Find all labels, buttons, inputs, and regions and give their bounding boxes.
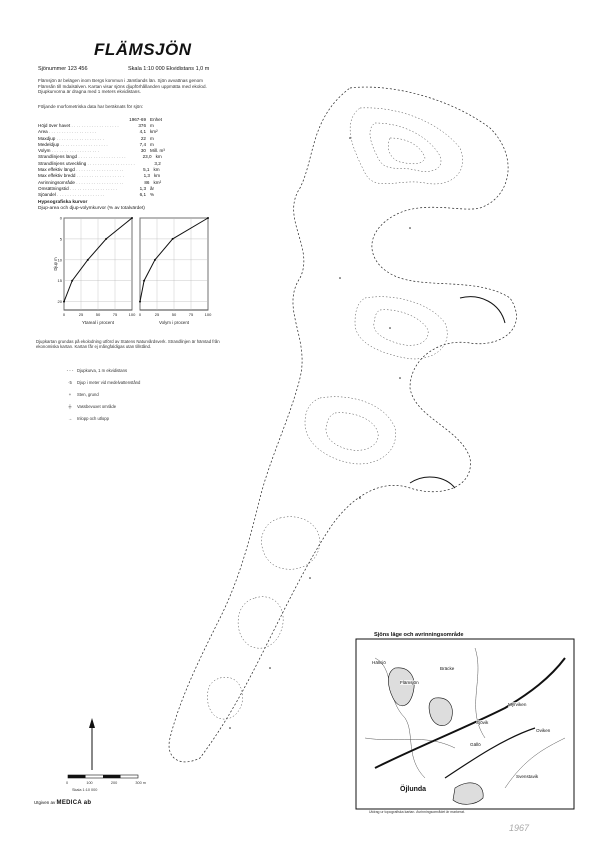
table-cell-value: 86 (144, 179, 150, 185)
table-cell-unit: m (150, 122, 154, 128)
table-cell-value: 7,4 (139, 141, 146, 147)
y-tick-label: 10 (57, 257, 62, 263)
data-point (139, 301, 141, 303)
description-text: Flämsjön är belägen inom Bergs kommun i Jämtlands län. Sjön avvattnas genom Flämsån till Indalsälven. Kartan visar sjöns djupförhållanden uppmätta med ekolod. Djupkurvorna är dragna med 1 meters ekvidistans. (38, 78, 207, 95)
place-label: Flämsjön (400, 680, 419, 685)
table-cell-value: 4,1 (139, 129, 146, 135)
table-cell-unit: km (155, 154, 162, 160)
table-cell-label: Max effektiv bredd . . . (38, 173, 124, 178)
data-point (154, 259, 156, 261)
x-tick-label: 25 (78, 312, 84, 317)
table-cell-unit: Mill. m³ (150, 148, 165, 154)
legend-item (66, 380, 140, 385)
scale-tick: 0 (66, 781, 69, 785)
legend-item (66, 392, 99, 397)
data-point (131, 217, 133, 219)
table-cell-label: Strandlinjens längd . . . (38, 154, 126, 159)
table-cell-label: Volym . . . (38, 148, 120, 153)
x-tick-label: 0 (138, 312, 142, 317)
table-cell-label: Omsättningstid . . . (38, 186, 120, 191)
legend-text: Vassbevuxet område (77, 404, 117, 409)
contour-line-icon: - - - (66, 368, 74, 373)
table-cell-unit: m (150, 141, 154, 147)
legend-item (66, 404, 116, 409)
y-tick-label: 20 (57, 299, 62, 305)
scale-tick: 200 (110, 781, 118, 785)
table-cell-unit: km² (153, 179, 162, 185)
data-point (105, 238, 107, 240)
depth-area-chart (54, 214, 136, 326)
x-tick-label: 100 (128, 312, 136, 317)
north-arrow-icon (86, 716, 98, 772)
data-point (143, 280, 145, 282)
publisher-name: MEDICA ab (56, 800, 92, 806)
table-cell-label: Höjd över havet . . . (38, 123, 120, 128)
data-point (63, 301, 65, 303)
table-intro: Följande morfometriska data har beräknats för sjön: (38, 104, 144, 109)
x-tick-label: 50 (171, 312, 177, 317)
y-tick-label: 5 (59, 236, 62, 242)
stone-icon: + (68, 392, 72, 397)
table-cell-value: 30 (140, 148, 146, 154)
x-tick-label: 50 (95, 312, 101, 317)
table-cell-label: Avrinningsområde . . . (38, 180, 123, 185)
scale-tick: 300 m (135, 781, 146, 785)
page-mark: 1967 (509, 823, 530, 833)
inset-map (355, 638, 575, 810)
legend-text: Djup i meter vid medelvattenstånd (77, 380, 141, 385)
table-cell-label: Medeldjup . . . (38, 142, 120, 147)
table-cell-value: 6,1 (139, 192, 146, 198)
legend-item (66, 368, 127, 373)
table-cell-unit: km² (150, 129, 158, 135)
map-title: FLÄMSJÖN (94, 40, 192, 59)
table-cell-value: 23,0 (142, 154, 152, 160)
x-tick-label: 0 (62, 312, 66, 317)
table-cell-label: Sjöandel . . . (38, 192, 120, 197)
y-tick-label: 0 (59, 215, 62, 221)
y-tick-label: 15 (57, 278, 62, 284)
place-label: Hällsjö (372, 660, 386, 665)
table-cell-value: 3,2 (154, 160, 161, 166)
depth-point-icon: ·5 (68, 380, 72, 385)
place-label: Öjlunda (400, 786, 427, 793)
place-label: Bräcke (440, 666, 455, 671)
table-cell-value: 1,3 (139, 185, 146, 191)
reed-icon: ╪ (68, 404, 72, 409)
table-cell-unit: km (153, 173, 161, 179)
scale-label: Skala 1:10 000 (72, 788, 98, 792)
table-cell-label: Max effektiv längd . . . (38, 167, 123, 172)
table-cell-unit: år (150, 185, 155, 191)
scale-tick: 100 (86, 781, 93, 785)
table-cell-unit: km (153, 167, 160, 173)
x-axis-label: Ytareal i procent (82, 320, 114, 325)
x-tick-label: 75 (112, 312, 118, 317)
survey-info: Skala 1:10 000 Ekvidistans 1,0 m (128, 66, 210, 72)
legend-text: Djupkurva, 1 m ekvidistans (77, 368, 128, 373)
place-label: Sjövik (476, 720, 489, 725)
charts-title: Hypsografiska kurvor (38, 200, 88, 205)
table-cell-value: 1,3 (143, 173, 150, 179)
x-tick-label: 75 (188, 312, 194, 317)
table-header-unit: Enhet (150, 116, 163, 122)
data-point (71, 280, 73, 282)
scale-ticks (66, 781, 146, 785)
inset-caption: Utdrag ur topografiska kartan. Avrinningsområdet är markerat. (369, 810, 466, 814)
table-cell-value: 5,1 (143, 167, 150, 173)
y-axis-label: Djup m (53, 257, 58, 271)
publisher (34, 800, 91, 806)
inset-title: Sjöns läge och avrinningsområde (374, 632, 464, 638)
place-label: Myrviken (508, 702, 527, 707)
table-cell-value: 22 (140, 135, 146, 141)
x-axis-label: Volym i procent (158, 320, 190, 325)
x-tick-label: 100 (204, 312, 212, 317)
place-label: Gällö (470, 742, 481, 747)
legend-item (66, 416, 109, 421)
legend-text: Inlopp och utlopp (77, 416, 109, 421)
inlet-icon: → (67, 416, 73, 421)
footnote: Djupkartan grundas på ekolodning utförd av Statens Naturvårdsverk. Strandlinjen är hämtad från ekonomiska kartan. Kartan får ej mångfaldigas utan tillstånd. (36, 339, 220, 350)
table-cell-unit: % (150, 192, 155, 198)
legend-text: Sten, grund (77, 392, 99, 397)
table-header-year: 1967-69 (129, 116, 146, 122)
table-cell-label: Maxdjup . . . (38, 136, 120, 141)
lake-code: Sjönummer 123 456 (38, 66, 88, 72)
x-tick-label: 25 (154, 312, 160, 317)
place-label: Oviken (536, 728, 551, 733)
table-cell-label: Strandlinjens utveckling . . . (38, 161, 135, 166)
publisher-prefix: Utgiven av (34, 800, 56, 805)
charts-subtitle: Djup-area och djup-volymkurvor (% av totalvärdet) (38, 206, 145, 211)
table-cell-label: Area . . . (38, 129, 120, 134)
data-point (87, 259, 89, 261)
table-cell-value: 376 (138, 122, 146, 128)
table-cell-unit: m (150, 135, 154, 141)
place-label: Svenstavik (516, 774, 539, 779)
